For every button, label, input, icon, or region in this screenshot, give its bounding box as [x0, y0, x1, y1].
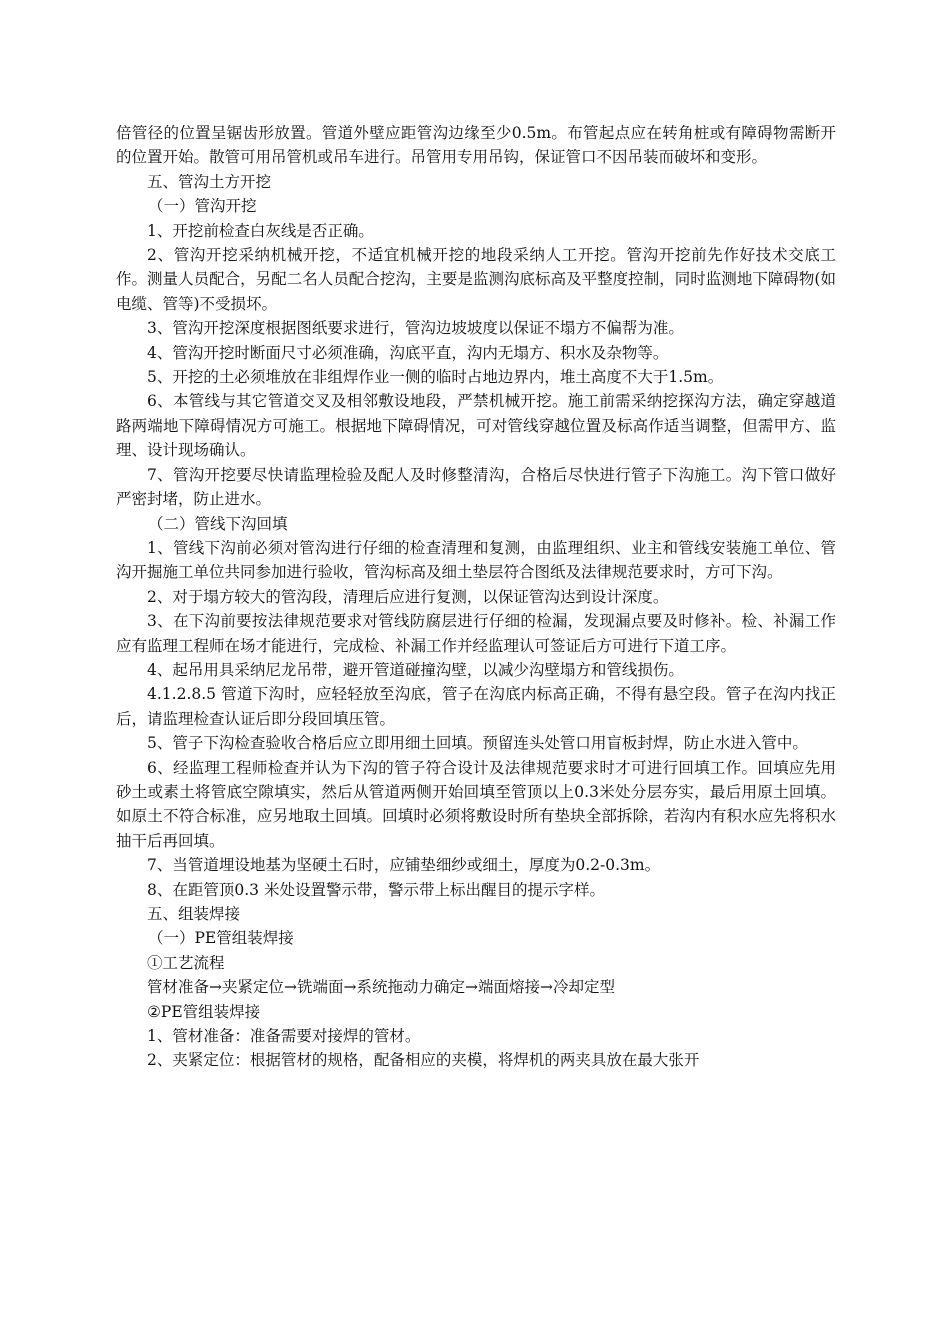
paragraph: ①工艺流程: [147, 953, 225, 972]
paragraph: （一）PE管组装焊接: [148, 929, 294, 948]
paragraph: 8、在距管顶0.3 米处设置警示带，警示带上标出醒目的提示字样。: [147, 880, 605, 899]
paragraph: 1、开挖前检查白灰线是否正确。: [147, 221, 374, 240]
paragraph: 2、夹紧定位：根据管材的规格，配备相应的夹模，将焊机的两夹具放在最大张开: [147, 1051, 700, 1070]
paragraph: 4、管沟开挖时断面尺寸必须准确，沟底平直，沟内无塌方、积水及杂物等。: [147, 343, 669, 362]
paragraph: 5、管子下沟检查验收合格后应立即用细土回填。预留连头处管口用盲板封焊，防止水进入管中。: [147, 734, 808, 753]
paragraph: ②PE管组装焊接: [147, 1002, 261, 1021]
paragraph: 1、管线下沟前必须对管沟进行仔细的检查清理和复测，由监理组织、业主和管线安装施工单位、管沟开掘施工单位共同参加进行验收，管沟标高及细土垫层符合图纸及法律规范要求时，方可下沟。: [116, 538, 836, 582]
paragraph: （二）管线下沟回填: [148, 514, 288, 533]
paragraph: 4、起吊用具采纳尼龙吊带，避开管道碰撞沟壁，以减少沟壁塌方和管线损伤。: [147, 660, 684, 679]
paragraph: 管材准备→夹紧定位→铣端面→系统拖动力确定→端面熔接→冷却定型: [147, 978, 615, 997]
paragraph: 5、开挖的土必须堆放在非组焊作业一侧的临时占地边界内，堆土高度不大于1.5m。: [147, 368, 724, 387]
paragraph: 7、管沟开挖要尽快请监理检验及配人及时修整清沟，合格后尽快进行管子下沟施工。沟下管口做好严密封堵，防止进水。: [116, 465, 836, 509]
paragraph: 2、管沟开挖采纳机械开挖，不适宜机械开挖的地段采纳人工开挖。管沟开挖前先作好技术交底工作。测量人员配合，另配二名人员配合挖沟，主要是监测沟底标高及平整度控制，同时监测地下障碍物(如电缆、管等)不受损坏。: [116, 246, 836, 313]
paragraph: 7、当管道埋设地基为坚硬土石时，应铺垫细纱或细土，厚度为0.2-0.3m。: [147, 856, 661, 875]
paragraph: 6、经监理工程师检查并认为下沟的管子符合设计及法律规范要求时才可进行回填工作。回填应先用砂土或素土将管底空隙填实，然后从管道两侧开始回填至管顶以上0.3米处分层夯实，最后用原土回填。如原土不符合标准，应另地取土回填。回填时必须将敷设时所有垫块全部拆除，若沟内有积水应先将积水抽干后再回填。: [116, 758, 836, 850]
paragraph: 3、管沟开挖深度根据图纸要求进行，管沟边坡坡度以保证不塌方不偏帮为准。: [147, 319, 684, 338]
paragraph: 3、在下沟前要按法律规范要求对管线防腐层进行仔细的检漏，发现漏点要及时修补。检、补漏工作应有监理工程师在场才能进行，完成检、补漏工作并经监理认可签证后方可进行下道工序。: [116, 612, 836, 655]
document-body: [116, 121, 836, 1073]
paragraph: （一）管沟开挖: [148, 197, 257, 216]
paragraph: 五、管沟土方开挖: [147, 172, 272, 191]
paragraph: 倍管径的位置呈锯齿形放置。管道外壁应距管沟边缘至少0.5m。布管起点应在转角桩或有障碍物需断开的位置开始。散管可用吊管机或吊车进行。吊管用专用吊钩，保证管口不因吊装而破坏和变形。: [116, 124, 836, 167]
paragraph: 6、本管线与其它管道交叉及相邻敷设地段，严禁机械开挖。施工前需采纳挖探沟方法，确定穿越道路两端地下障碍情况方可施工。根据地下障碍情况，可对管线穿越位置及标高作适当调整，但需甲方、监理、设计现场确认。: [116, 392, 836, 460]
paragraph: 五、组装焊接: [147, 905, 241, 923]
paragraph: 2、对于塌方较大的管沟段，清理后应进行复测，以保证管沟达到设计深度。: [147, 587, 669, 606]
paragraph: 4.1.2.8.5 管道下沟时，应轻轻放至沟底，管子在沟底内标高正确，不得有悬空段。管子在沟内找正后，请监理检查认证后即分段回填压管。: [116, 685, 836, 728]
paragraph: 1、管材准备：准备需要对接焊的管材。: [147, 1027, 421, 1046]
